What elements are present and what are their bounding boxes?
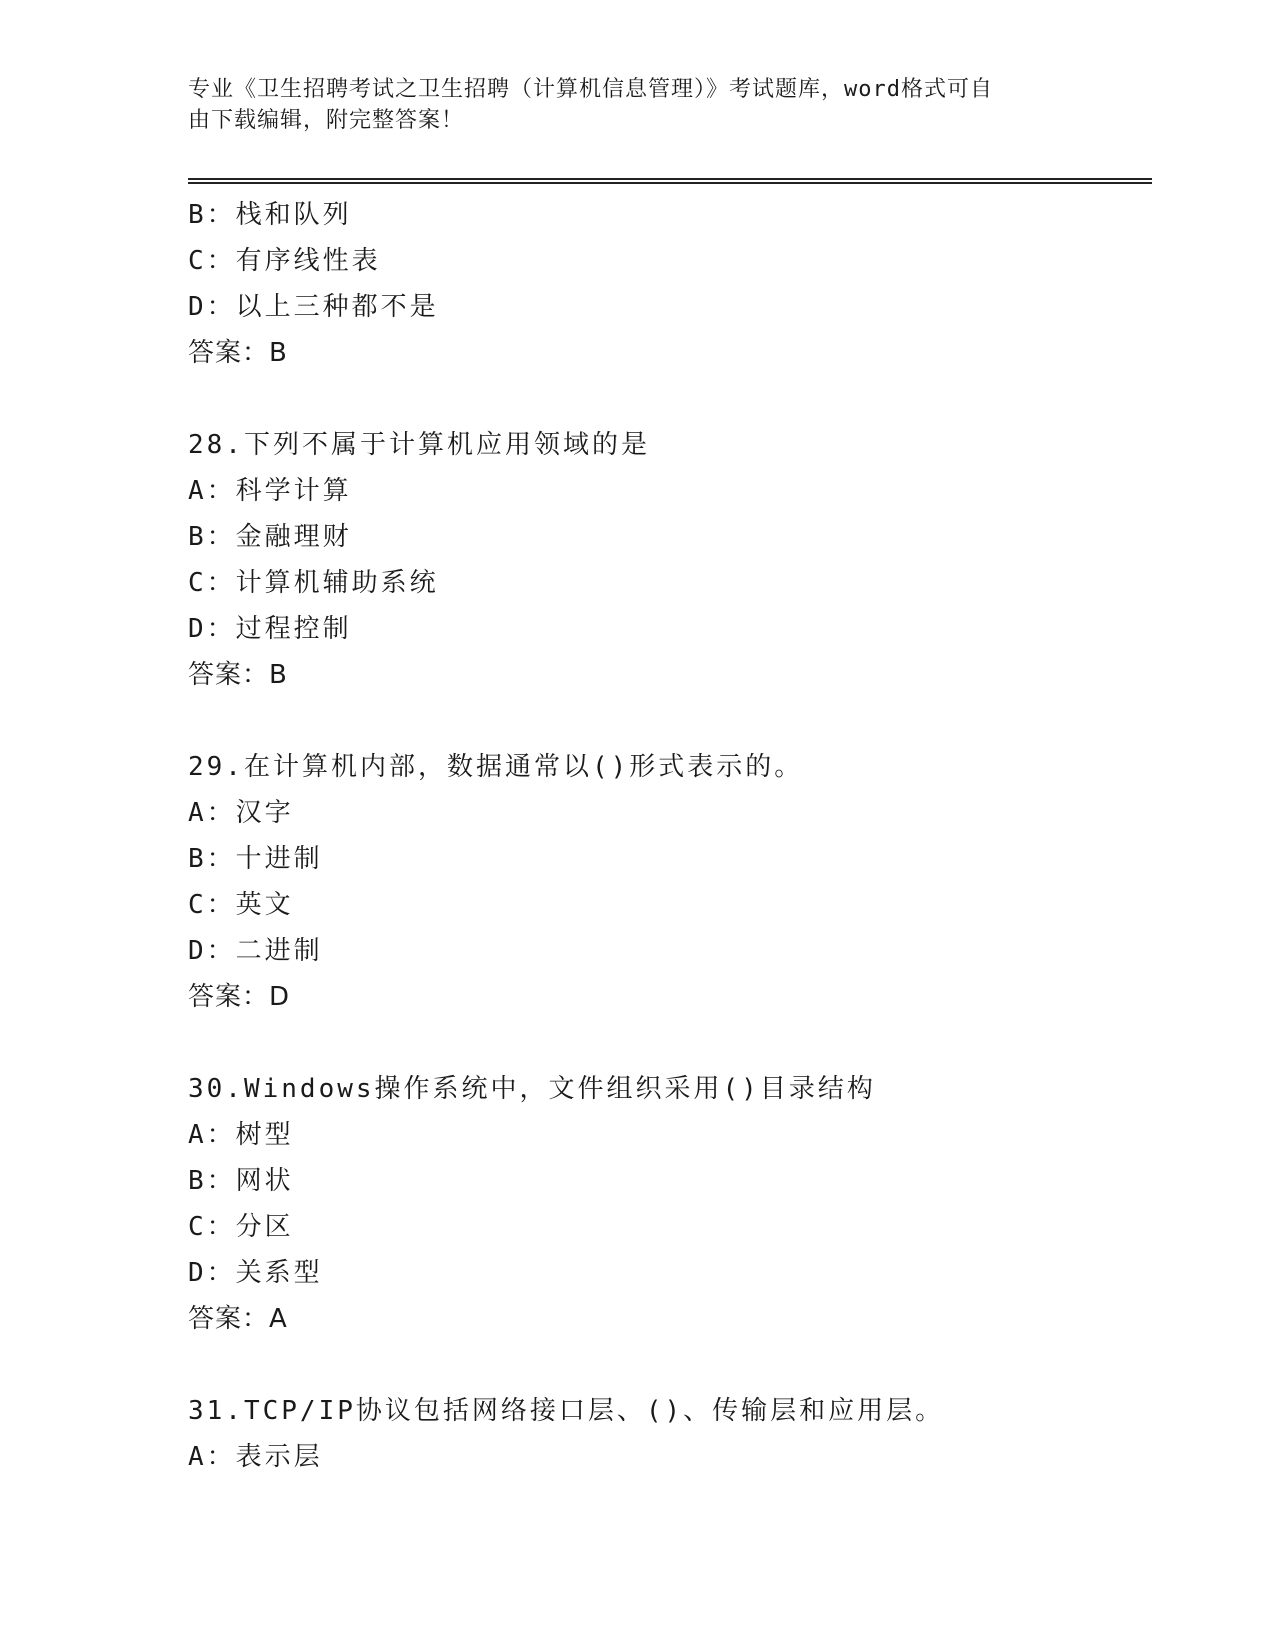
option-d: D：过程控制 [188, 614, 352, 644]
header-line-1: 专业《卫生招聘考试之卫生招聘（计算机信息管理）》考试题库，word格式可自 [188, 77, 993, 102]
option-c: C：分区 [188, 1212, 294, 1242]
question-list [188, 192, 1152, 1480]
spacer [188, 698, 1152, 744]
question-text: 29.在计算机内部，数据通常以()形式表示的。 [188, 752, 804, 782]
answer-line: 答案：B [188, 338, 288, 368]
option-b: B：网状 [188, 1166, 294, 1196]
option-d: D：以上三种都不是 [188, 292, 439, 322]
header-line-2: 由下载编辑，附完整答案！ [188, 108, 465, 133]
spacer [188, 376, 1152, 422]
option-a: A：汉字 [188, 798, 294, 828]
option-c: C：有序线性表 [188, 246, 381, 276]
header-divider-bottom [188, 182, 1152, 184]
option-c: C：计算机辅助系统 [188, 568, 439, 598]
option-b: B：十进制 [188, 844, 323, 874]
option-c: C：英文 [188, 890, 294, 920]
question-text: 31.TCP/IP协议包括网络接口层、()、传输层和应用层。 [188, 1396, 945, 1426]
header-divider-top [188, 178, 1152, 180]
answer-line: 答案：B [188, 660, 288, 690]
option-b: B：金融理财 [188, 522, 352, 552]
option-b: B：栈和队列 [188, 200, 352, 230]
option-a: A：科学计算 [188, 476, 352, 506]
option-d: D：关系型 [188, 1258, 323, 1288]
option-a: A：树型 [188, 1120, 294, 1150]
answer-line: 答案：A [188, 1304, 288, 1334]
answer-line: 答案：D [188, 982, 291, 1012]
question-text: 30.Windows操作系统中，文件组织采用()目录结构 [188, 1074, 876, 1104]
option-d: D：二进制 [188, 936, 323, 966]
option-a: A：表示层 [188, 1442, 323, 1472]
document-header [188, 74, 1088, 136]
spacer [188, 1020, 1152, 1066]
spacer [188, 1342, 1152, 1388]
question-text: 28.下列不属于计算机应用领域的是 [188, 430, 650, 460]
